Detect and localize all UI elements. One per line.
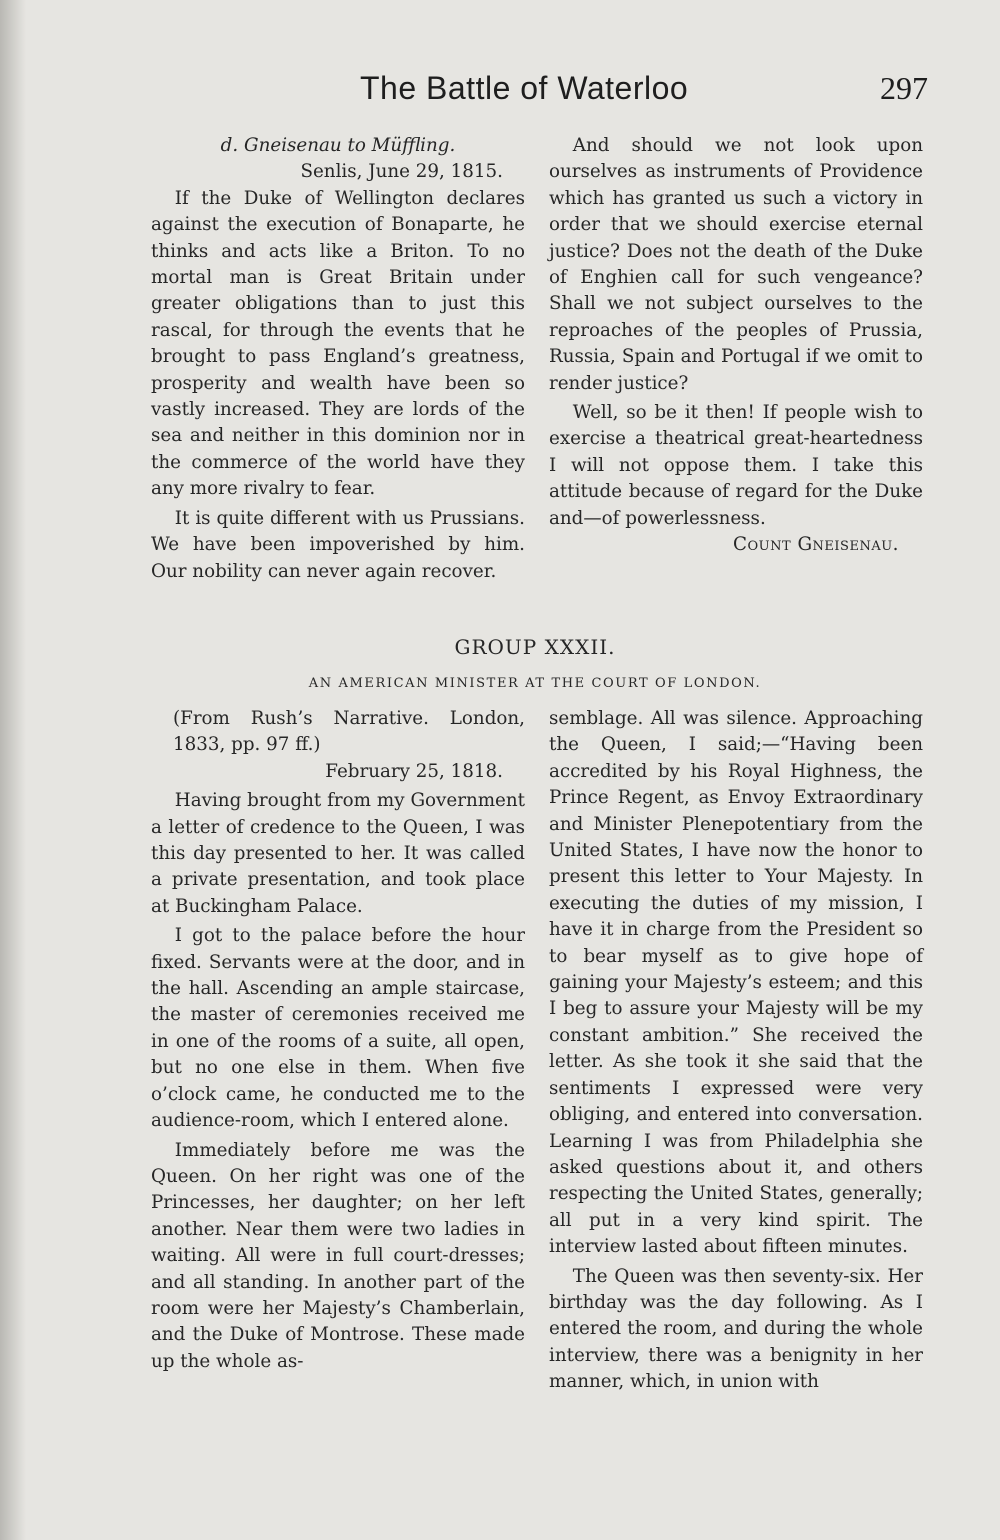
narrative-paragraph: I got to the palace before the hour fixed. Servants were at the door, and in the hall. Ascending an ample staircase, the master of ceremonies received me in one of the rooms of a suite, all open, but no one else in them. When five o’clock came, he conducted me to the audience-room, which I entered alone. — [151, 925, 525, 1132]
narrative-paragraph: The Queen was then seventy-six. Her birthday was the day following. As I entered the room, and during the whole interview, there was a benignity in her manner, which, in union with — [549, 1265, 923, 1393]
page-number: 297 — [880, 70, 928, 106]
running-header — [0, 70, 1000, 115]
narrative-column-right — [549, 706, 923, 1396]
letter-paragraph: It is quite different with us Prussians. We have been impoverished by him. Our nobility can never again recover. — [151, 507, 525, 582]
narrative-paragraph: Immediately before me was the Queen. On her right was one of the Princesses, her daughter; on her left another. Near them were two ladies in waiting. All were in full court-dresses; and all standing. In another part of the room were her Majesty’s Chamberlain, and the Duke of Montrose. These made up the whole as- — [151, 1139, 525, 1372]
narrative-source: (From Rush’s Narrative. London, 1833, pp. 97 ff.) — [173, 708, 525, 756]
running-title: The Battle of Waterloo — [360, 70, 689, 106]
letter-column-right — [549, 133, 923, 559]
letter-dateline: Senlis, June 29, 1815. — [300, 161, 503, 183]
group-subtitle: AN AMERICAN MINISTER AT THE COURT OF LONDON. — [308, 676, 762, 691]
letter-paragraph: If the Duke of Wellington declares against the execution of Bonaparte, he thinks and acts like a Briton. To no mortal man is Great Britain under greater obligations than to just this rascal, for through the events that he brought to pass England’s greatness, prosperity and wealth have been so vastly increased. They are lords of the sea and neither in this dominion nor in the commerce of the world have they any more rivalry to fear. — [151, 187, 525, 500]
letter-column-left — [151, 133, 525, 585]
letter-heading: d. Gneisenau to Müffling. — [220, 135, 456, 156]
narrative-paragraph: Having brought from my Government a letter of credence to the Queen, I was this day presented to her. It was called a private presentation, and took place at Buckingham Palace. — [151, 790, 525, 917]
letter-signature: Count Gneisenau. — [733, 534, 899, 556]
letter-paragraph: Well, so be it then! If people wish to exercise a theatrical great-heartedness I will not oppose them. I take this attitude because of regard for the Duke and—of powerlessness. — [549, 402, 923, 529]
narrative-paragraph-continued: semblage. All was silence. Approaching the Queen, I said;—“Having been accredited by his Royal Highness, the Prince Regent, as Envoy Extraordinary and Minister Plenepotentiary from the United States, I have now the honor to present this letter to Your Majesty. In executing the duties of my mission, I have it in charge from the President so to bear myself as to give hope of gaining your Majesty’s esteem; and this I beg to assure your Majesty will be my constant ambition.” She received the letter. As she took it she said that the sentiments I expressed were very obliging, and entered into conversation. Learning I was from Philadelphia she asked questions about it, and others respecting the United States, generally; all put in a very kind spirit. The interview lasted about fifteen minutes. — [549, 708, 923, 1258]
page-gutter-shadow — [0, 0, 26, 1540]
narrative-dateline: February 25, 1818. — [325, 760, 503, 782]
group-title: GROUP XXXII. — [454, 635, 616, 659]
narrative-column-left — [151, 706, 525, 1375]
letter-paragraph: And should we not look upon ourselves as instruments of Providence which has granted us such a victory in order that we should exercise eternal justice? Does not the death of the Duke of Enghien call for such vengeance? Shall we not subject ourselves to the reproaches of the peoples of Prussia, Russia, Spain and Portugal if we omit to render justice? — [549, 135, 923, 394]
